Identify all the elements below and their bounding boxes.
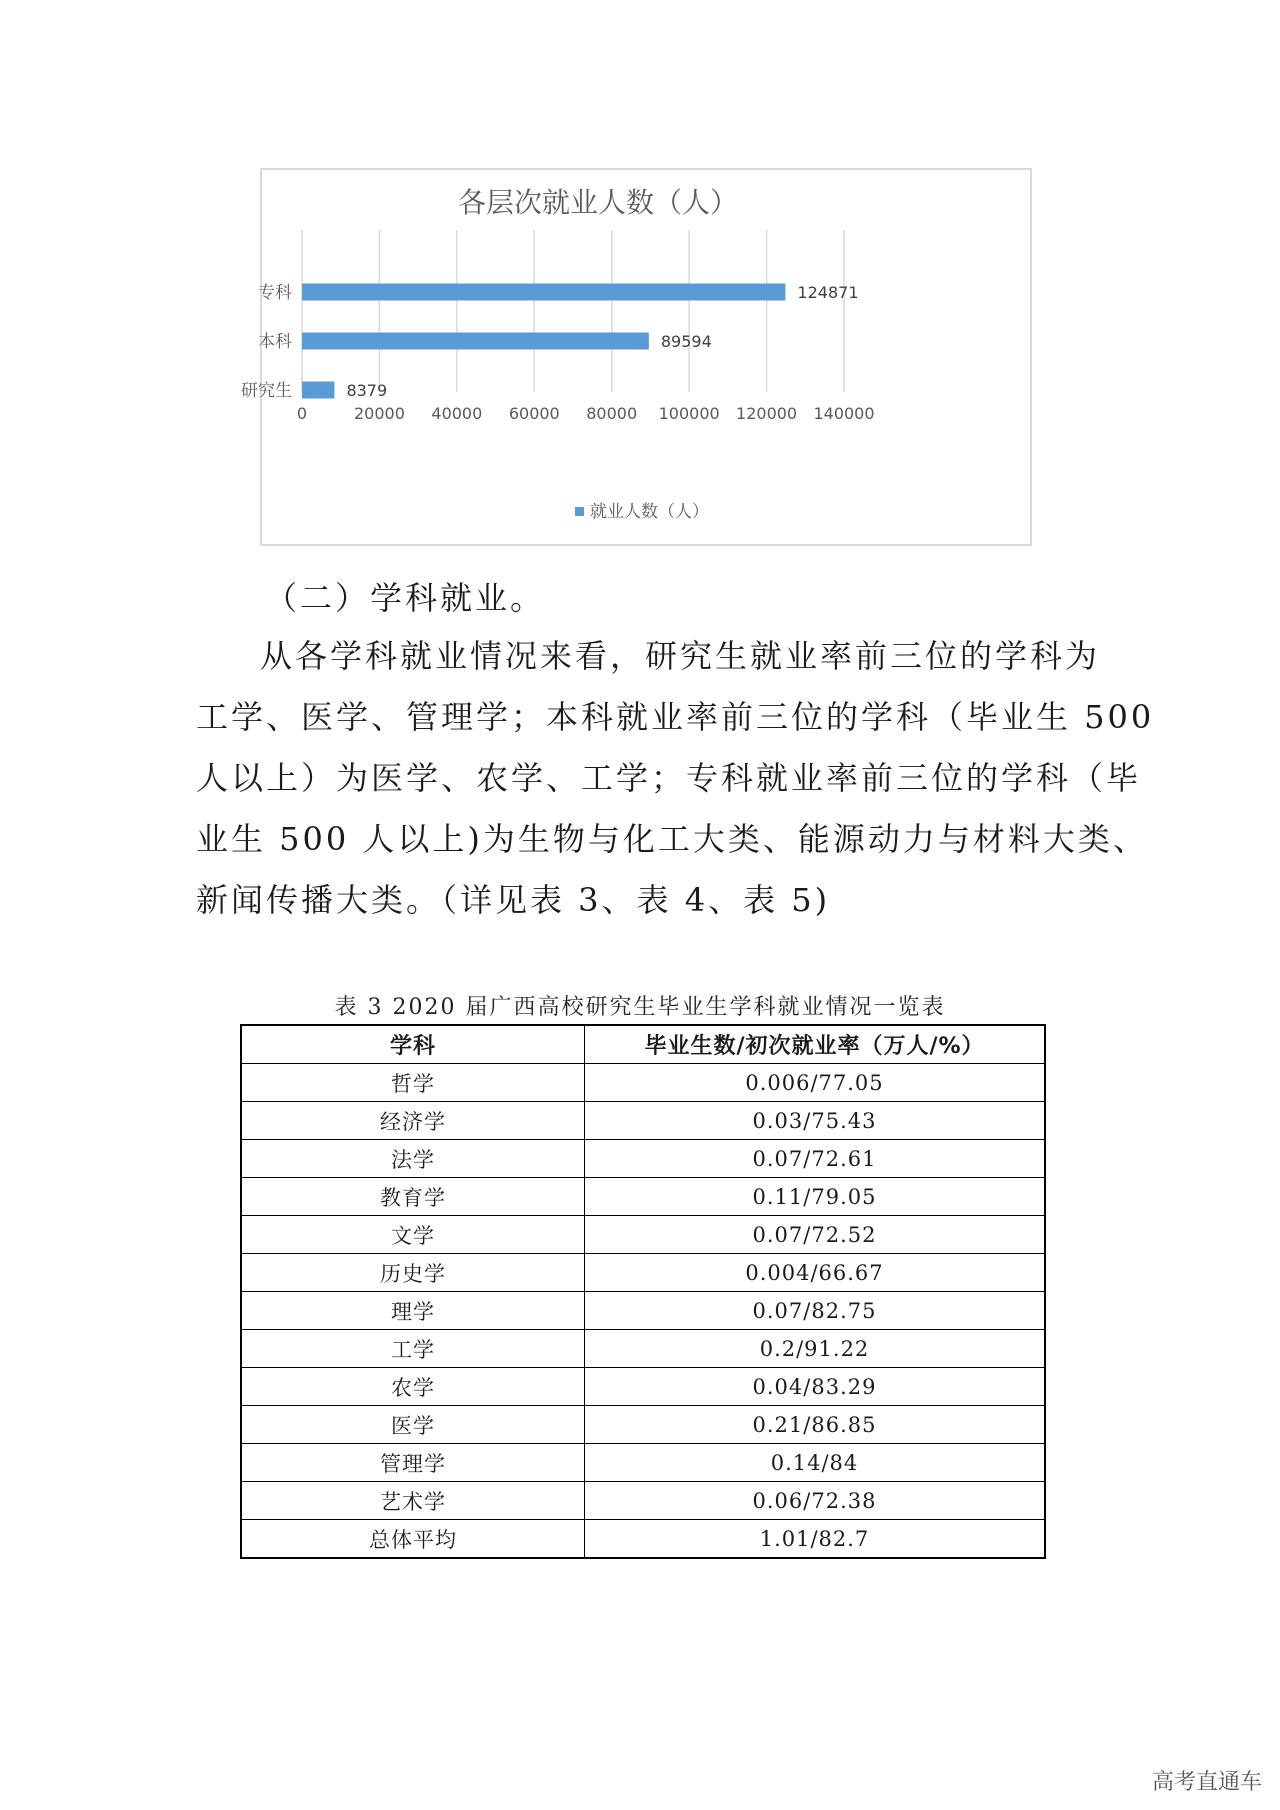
cell-subject: 农学: [241, 1368, 585, 1406]
body-line: 工学、医学、管理学；本科就业率前三位的学科（毕业生 500: [196, 698, 1155, 736]
legend-label: 就业人数（人）: [590, 502, 709, 522]
header-subject: 学科: [241, 1025, 585, 1064]
chart-gridlines: [302, 230, 844, 392]
x-tick-label: 120000: [736, 404, 798, 423]
cell-subject: 理学: [241, 1292, 585, 1330]
cell-subject: 法学: [241, 1140, 585, 1178]
graduate-employment-table: [240, 1024, 1046, 1559]
table-row: [241, 1178, 1045, 1216]
table-row: [241, 1140, 1045, 1178]
category-label: 研究生: [241, 381, 292, 401]
body-paragraph: [196, 626, 1155, 931]
data-label: 89594: [660, 332, 712, 351]
cell-subject: 文学: [241, 1216, 585, 1254]
table-row: [241, 1102, 1045, 1140]
cell-subject: 医学: [241, 1406, 585, 1444]
cell-rate: 0.07/72.52: [585, 1216, 1046, 1254]
body-line: 从各学科就业情况来看，研究生就业率前三位的学科为: [260, 637, 1101, 675]
bar: [302, 284, 785, 301]
cell-subject: 总体平均: [241, 1520, 585, 1559]
cell-rate: 0.11/79.05: [585, 1178, 1046, 1216]
category-label: 专科: [258, 283, 292, 303]
table-row: [241, 1406, 1045, 1444]
cell-rate: 0.06/72.38: [585, 1482, 1046, 1520]
bar: [302, 333, 649, 350]
cell-subject: 艺术学: [241, 1482, 585, 1520]
table-row: [241, 1254, 1045, 1292]
x-tick-label: 140000: [813, 404, 875, 423]
table-row: [241, 1292, 1045, 1330]
cell-subject: 经济学: [241, 1102, 585, 1140]
cell-subject: 历史学: [241, 1254, 585, 1292]
watermark-text: 高考直通车: [1151, 1770, 1262, 1795]
table-row: [241, 1444, 1045, 1482]
x-tick-label: 80000: [586, 404, 638, 423]
bar: [302, 382, 334, 399]
chart-canvas: [241, 170, 1034, 548]
table-row: [241, 1520, 1045, 1559]
data-label: 124871: [797, 283, 859, 302]
x-tick-label: 20000: [353, 404, 405, 423]
cell-subject: 教育学: [241, 1178, 585, 1216]
cell-rate: 0.07/82.75: [585, 1292, 1046, 1330]
x-tick-label: 100000: [658, 404, 720, 423]
cell-subject: 工学: [241, 1330, 585, 1368]
cell-rate: 0.14/84: [585, 1444, 1046, 1482]
body-line: 业生 500 人以上)为生物与化工大类、能源动力与材料大类、: [196, 820, 1148, 858]
category-label: 本科: [258, 332, 292, 352]
body-line: 人以上）为医学、农学、工学；专科就业率前三位的学科（毕: [196, 759, 1142, 797]
table-row: [241, 1064, 1045, 1102]
table-row: [241, 1216, 1045, 1254]
table-row: [241, 1368, 1045, 1406]
table-row: [241, 1330, 1045, 1368]
header-rate: 毕业生数/初次就业率（万人/%）: [585, 1025, 1046, 1064]
data-label: 8379: [346, 381, 388, 400]
cell-rate: 0.04/83.29: [585, 1368, 1046, 1406]
section-subheading: （二）学科就业。: [265, 579, 546, 617]
cell-subject: 管理学: [241, 1444, 585, 1482]
legend-swatch: [575, 507, 584, 516]
cell-subject: 哲学: [241, 1064, 585, 1102]
table-header-row: [241, 1025, 1045, 1064]
chart-labels: [241, 283, 875, 423]
chart-title: 各层次就业人数（人）: [457, 186, 739, 219]
cell-rate: 0.2/91.22: [585, 1330, 1046, 1368]
cell-rate: 0.21/86.85: [585, 1406, 1046, 1444]
cell-rate: 1.01/82.7: [585, 1520, 1046, 1559]
employment-bar-chart: [241, 168, 1032, 546]
x-tick-label: 60000: [508, 404, 560, 423]
cell-rate: 0.07/72.61: [585, 1140, 1046, 1178]
body-line: 新闻传播大类。（详见表 3、表 4、表 5): [196, 881, 831, 919]
x-tick-label: 0: [296, 404, 308, 423]
x-tick-label: 40000: [431, 404, 483, 423]
table-caption: 表 3 2020 届广西高校研究生毕业生学科就业情况一览表: [334, 995, 946, 1020]
table-row: [241, 1482, 1045, 1520]
cell-rate: 0.006/77.05: [585, 1064, 1046, 1102]
cell-rate: 0.03/75.43: [585, 1102, 1046, 1140]
cell-rate: 0.004/66.67: [585, 1254, 1046, 1292]
